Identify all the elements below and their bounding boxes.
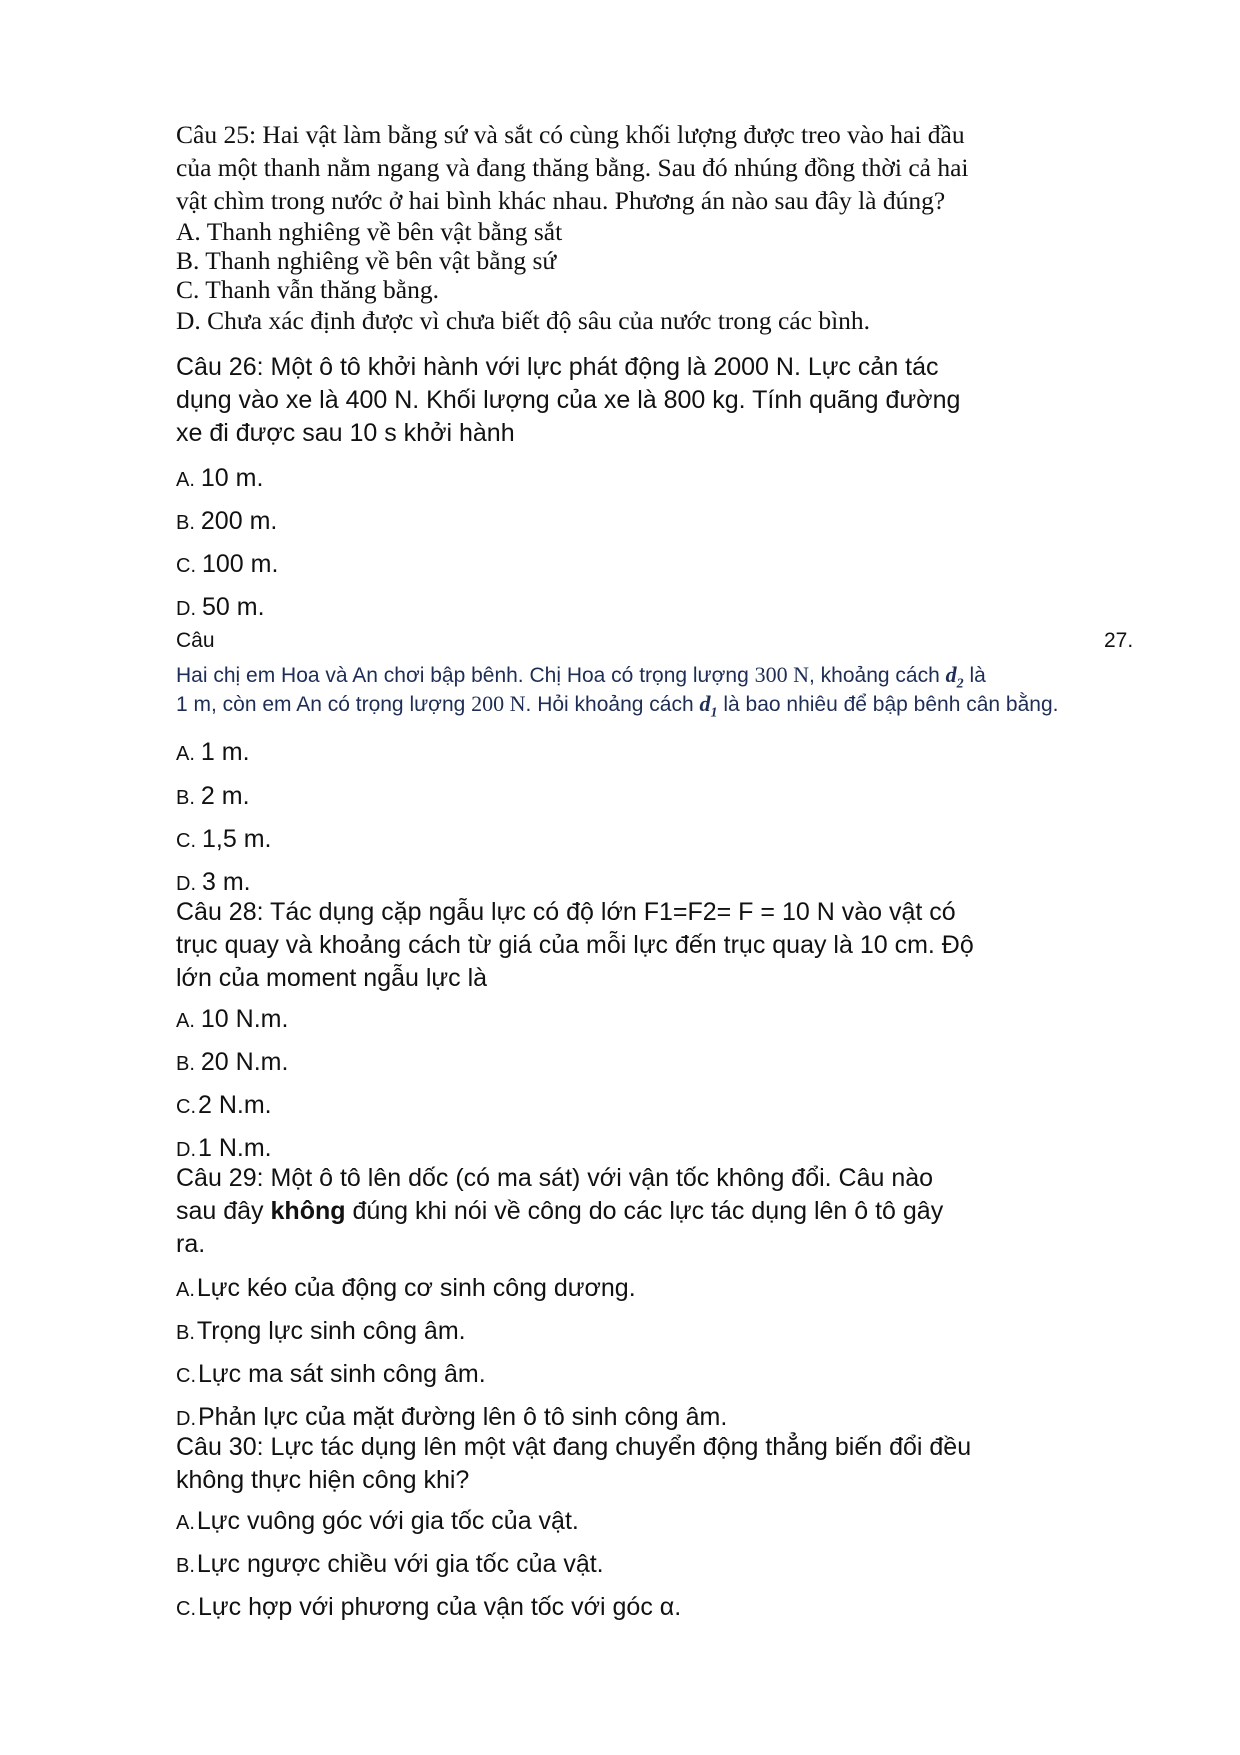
question-28 [176, 896, 974, 995]
option-letter: D. [176, 598, 196, 620]
option-b [176, 781, 250, 813]
question-28-line: lớn của moment ngẫu lực là [176, 964, 488, 992]
question-28-line: trục quay và khoảng cách từ giá của mỗi lực đến trục quay là 10 cm. Độ [176, 931, 974, 959]
option-letter: A. [176, 1010, 195, 1032]
option-letter: C. [176, 1096, 196, 1118]
option-letter: A. [176, 469, 195, 491]
option-text: Phản lực của mặt đường lên ô tô sinh công âm. [198, 1403, 728, 1431]
question-30 [176, 1431, 971, 1497]
option-text: 2 m. [200, 782, 250, 810]
option-letter: A. [176, 1279, 195, 1301]
option-a [176, 737, 250, 769]
option-text: 1,5 m. [202, 825, 272, 853]
option-d: D. Chưa xác định được vì chưa biết độ sâu của nước trong các bình. [176, 306, 871, 335]
option-letter: D. [176, 873, 196, 895]
option-a [176, 1004, 288, 1036]
option-d [176, 1402, 727, 1434]
question-29-line: Câu 29: Một ô tô lên dốc (có ma sát) với vận tốc không đổi. Câu nào [176, 1164, 934, 1192]
option-letter: C. [176, 830, 196, 852]
question-25-line: vật chìm trong nước ở hai bình khác nhau. Phương án nào sau đây là đúng? [176, 186, 946, 215]
option-letter: B. [176, 1053, 195, 1075]
question-30-line: Câu 30: Lực tác dụng lên một vật đang chuyển động thẳng biến đổi đều [176, 1433, 972, 1461]
option-letter: B. [176, 512, 195, 534]
option-text: Lực ngược chiều với gia tốc của vật. [196, 1550, 604, 1578]
option-text: 100 m. [202, 550, 279, 578]
option-letter: B. [176, 1322, 195, 1344]
option-d [176, 1133, 272, 1165]
option-text: 3 m. [202, 868, 251, 896]
question-27-line: 1 m, còn em An có trọng lượng 200 N. Hỏi khoảng cách $d_1$ là bao nhiêu để bập bênh cân bằng. [176, 691, 1059, 721]
question-29-line: sau đây không đúng khi nói về công do các lực tác dụng lên ô tô gây [176, 1197, 944, 1225]
option-letter: D. [176, 1408, 196, 1430]
option-b [176, 1047, 288, 1079]
d2-symbol: $d_2$ [945, 662, 964, 692]
question-27-label: Câu [176, 629, 215, 652]
option-b [176, 1549, 604, 1581]
question-25 [176, 118, 968, 337]
option-text: 20 N.m. [200, 1048, 289, 1076]
option-c [176, 1359, 486, 1391]
option-letter: A. [176, 743, 195, 765]
emphasis-khong: không [270, 1197, 346, 1225]
question-30-line: không thực hiện công khi? [176, 1466, 470, 1494]
question-26-line: Câu 26: Một ô tô khởi hành với lực phát động là 2000 N. Lực cản tác [176, 353, 939, 381]
option-c [176, 824, 271, 856]
option-letter: B. [176, 787, 195, 809]
option-d [176, 592, 265, 624]
question-26 [176, 351, 960, 450]
question-25-line: Câu 25: Hai vật làm bằng sứ và sắt có cùng khối lượng được treo vào hai đầu [176, 120, 965, 149]
option-text: Trọng lực sinh công âm. [196, 1317, 466, 1345]
option-text: 1 N.m. [198, 1134, 272, 1162]
question-26-line: xe đi được sau 10 s khởi hành [176, 419, 515, 447]
option-a [176, 1273, 636, 1305]
option-text: 1 m. [200, 738, 250, 766]
option-text: Lực hợp với phương của vận tốc với góc α. [198, 1593, 682, 1621]
option-d [176, 867, 251, 899]
option-b [176, 506, 277, 538]
question-26-line: dụng vào xe là 400 N. Khối lượng của xe là 800 kg. Tính quãng đường [176, 386, 961, 414]
question-25-line: của một thanh nằm ngang và đang thăng bằng. Sau đó nhúng đồng thời cả hai [176, 153, 969, 182]
question-27-line: Hai chị em Hoa và An chơi bập bênh. Chị Hoa có trọng lượng 300 N, khoảng cách $d_2$ là [176, 662, 986, 692]
option-text: 10 m. [200, 464, 264, 492]
option-a [176, 1506, 579, 1538]
option-letter: C. [176, 1598, 196, 1620]
option-text: 50 m. [202, 593, 265, 621]
option-letter: C. [176, 555, 196, 577]
option-letter: B. [176, 1555, 195, 1577]
option-letter: D. [176, 1139, 196, 1161]
option-text: Lực kéo của động cơ sinh công dương. [196, 1274, 636, 1302]
option-letter: C. [176, 1365, 196, 1387]
option-text: Lực vuông góc với gia tốc của vật. [196, 1507, 579, 1535]
option-c [176, 549, 278, 581]
option-text: 2 N.m. [198, 1091, 272, 1119]
question-28-line: Câu 28: Tác dụng cặp ngẫu lực có độ lớn F1=F2= F = 10 N vào vật có [176, 898, 956, 926]
option-letter: A. [176, 1512, 195, 1534]
option-text: 10 N.m. [200, 1005, 289, 1033]
d1-symbol: $d_1$ [699, 691, 718, 721]
option-b: B. Thanh nghiêng về bên vật bằng sứ [176, 246, 557, 275]
option-text: 200 m. [200, 507, 278, 535]
option-c [176, 1090, 272, 1122]
option-c [176, 1592, 681, 1624]
option-text: Lực ma sát sinh công âm. [198, 1360, 486, 1388]
question-29 [176, 1162, 943, 1261]
option-b [176, 1316, 466, 1348]
question-27-number: 27. [1104, 629, 1134, 652]
option-a: A. Thanh nghiêng về bên vật bằng sắt [176, 217, 563, 246]
option-a [176, 463, 263, 495]
option-c: C. Thanh vẫn thăng bằng. [176, 275, 439, 304]
question-29-line: ra. [176, 1230, 206, 1258]
